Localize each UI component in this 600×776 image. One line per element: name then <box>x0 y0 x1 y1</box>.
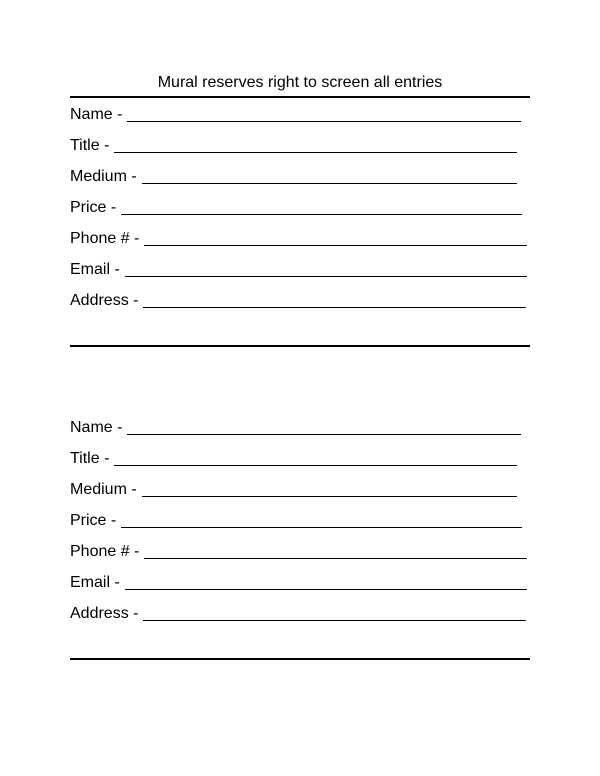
phone-row <box>70 228 527 250</box>
medium-blank-line[interactable] <box>142 166 517 184</box>
name-label: Name - <box>70 419 123 436</box>
email-row <box>70 572 527 594</box>
price-blank-line[interactable] <box>121 197 522 215</box>
address-label: Address - <box>70 605 139 622</box>
phone-label: Phone # - <box>70 543 140 560</box>
email-blank-line[interactable] <box>125 259 527 277</box>
medium-label: Medium - <box>70 168 137 185</box>
title-label: Title - <box>70 450 110 467</box>
medium-row <box>70 479 517 501</box>
phone-label: Phone # - <box>70 230 140 247</box>
address-row <box>70 603 526 625</box>
phone-blank-line[interactable] <box>144 228 527 246</box>
price-row <box>70 510 522 532</box>
price-label: Price - <box>70 512 117 529</box>
price-row <box>70 197 522 219</box>
name-blank-line[interactable] <box>127 417 521 435</box>
price-blank-line[interactable] <box>121 510 522 528</box>
title-row <box>70 448 517 470</box>
page-header <box>70 72 530 98</box>
title-blank-line[interactable] <box>114 135 517 153</box>
screening-notice: Mural reserves right to screen all entries <box>157 74 443 91</box>
address-blank-line[interactable] <box>143 290 526 308</box>
medium-row <box>70 166 517 188</box>
title-row <box>70 135 517 157</box>
medium-blank-line[interactable] <box>142 479 517 497</box>
email-row <box>70 259 527 281</box>
address-continuation-line[interactable] <box>70 345 530 347</box>
phone-blank-line[interactable] <box>144 541 527 559</box>
address-blank-line[interactable] <box>143 603 526 621</box>
name-blank-line[interactable] <box>127 104 521 122</box>
phone-row <box>70 541 527 563</box>
email-blank-line[interactable] <box>125 572 527 590</box>
email-label: Email - <box>70 261 120 278</box>
address-label: Address - <box>70 292 139 309</box>
address-row <box>70 290 526 312</box>
price-label: Price - <box>70 199 117 216</box>
name-row <box>70 417 521 439</box>
email-label: Email - <box>70 574 120 591</box>
address-continuation-line[interactable] <box>70 658 530 660</box>
title-blank-line[interactable] <box>114 448 517 466</box>
title-label: Title - <box>70 137 110 154</box>
name-label: Name - <box>70 106 123 123</box>
medium-label: Medium - <box>70 481 137 498</box>
name-row <box>70 104 521 126</box>
